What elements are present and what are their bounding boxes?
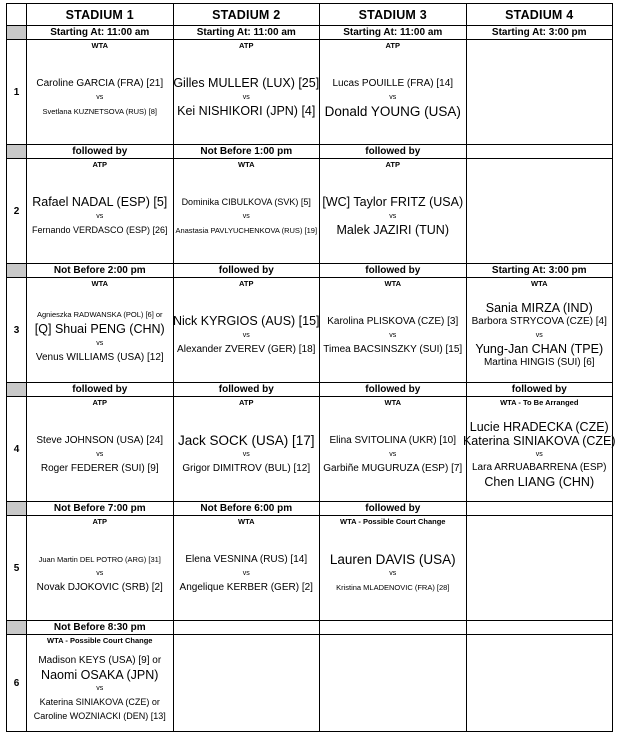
match-category: ATP bbox=[239, 41, 254, 50]
match-row-4 bbox=[7, 397, 613, 502]
stadium-4-header: STADIUM 4 bbox=[466, 4, 613, 26]
time-row-4 bbox=[7, 383, 613, 397]
match-category: WTA bbox=[384, 279, 402, 288]
match-category: ATP bbox=[92, 160, 107, 169]
player-2: Novak DJOKOVIC (SRB) [2] bbox=[36, 582, 163, 593]
start-time bbox=[466, 621, 613, 635]
match-cell bbox=[173, 159, 320, 264]
match-category: WTA bbox=[384, 398, 402, 407]
vs-label: vs bbox=[242, 570, 250, 577]
player-1: Lucas POUILLE (FRA) [14] bbox=[332, 78, 454, 89]
stadium-2-header: STADIUM 2 bbox=[173, 4, 320, 26]
player-2: Svetlana KUZNETSOVA (RUS) [8] bbox=[42, 107, 157, 116]
match-category: WTA - Possible Court Change bbox=[47, 636, 153, 645]
player-2-option-a: Katerina SINIAKOVA (CZE) or bbox=[39, 697, 160, 707]
match-category: ATP bbox=[385, 41, 400, 50]
player-2: Fernando VERDASCO (ESP) [26] bbox=[31, 225, 168, 235]
match-category: WTA bbox=[91, 279, 109, 288]
vs-label: vs bbox=[242, 94, 250, 101]
match-cell bbox=[27, 635, 174, 732]
start-time: Starting At: 11:00 am bbox=[173, 26, 320, 40]
match-cell bbox=[462, 397, 616, 502]
vs-label: vs bbox=[389, 213, 397, 220]
vs-label: vs bbox=[389, 332, 397, 339]
player-2: Alexander ZVEREV (GER) [18] bbox=[177, 344, 316, 355]
match-cell bbox=[27, 397, 174, 502]
match-category: ATP bbox=[385, 160, 400, 169]
start-time bbox=[466, 145, 613, 159]
row-marker bbox=[7, 264, 27, 278]
empty-match-cell bbox=[466, 516, 613, 621]
time-row-2 bbox=[7, 145, 613, 159]
row-marker bbox=[7, 383, 27, 397]
match-cell bbox=[27, 40, 174, 145]
start-time: Not Before 6:00 pm bbox=[173, 502, 320, 516]
start-time bbox=[466, 502, 613, 516]
match-number: 2 bbox=[7, 159, 27, 264]
row-marker bbox=[7, 621, 27, 635]
vs-label: vs bbox=[535, 451, 543, 458]
stadium-1-header: STADIUM 1 bbox=[27, 4, 174, 26]
vs-label: vs bbox=[389, 451, 397, 458]
match-row-5 bbox=[7, 516, 613, 621]
time-row-3 bbox=[7, 264, 613, 278]
vs-label: vs bbox=[96, 451, 104, 458]
empty-match-cell bbox=[320, 635, 467, 732]
empty-match-cell bbox=[466, 159, 613, 264]
player-1: Elena VESNINA (RUS) [14] bbox=[185, 554, 308, 565]
player-1: Steve JOHNSON (USA) [24] bbox=[36, 435, 164, 446]
start-time: followed by bbox=[466, 383, 613, 397]
player-2-b: Chen LIANG (CHN) bbox=[484, 475, 595, 489]
match-category: WTA - Possible Court Change bbox=[340, 517, 446, 526]
vs-label: vs bbox=[242, 451, 250, 458]
start-time: Starting At: 11:00 am bbox=[320, 26, 467, 40]
vs-label: vs bbox=[242, 332, 250, 339]
match-cell bbox=[320, 397, 467, 502]
player-1-option-a: Madison KEYS (USA) [9] or bbox=[38, 655, 162, 666]
start-time: Starting At: 3:00 pm bbox=[466, 264, 613, 278]
start-time: followed by bbox=[27, 145, 174, 159]
player-1-b: Katerina SINIAKOVA (CZE) bbox=[462, 434, 616, 448]
match-number: 6 bbox=[7, 635, 27, 732]
player-2: Donald YOUNG (USA) bbox=[324, 104, 461, 119]
start-time: followed by bbox=[320, 145, 467, 159]
start-time: followed by bbox=[320, 383, 467, 397]
player-2: Grigor DIMITROV (BUL) [12] bbox=[182, 463, 311, 474]
empty-match-cell bbox=[466, 635, 613, 732]
player-1: Jack SOCK (USA) [17] bbox=[177, 433, 315, 448]
match-category: ATP bbox=[239, 279, 254, 288]
player-2: Kristina MLADENOVIC (FRA) [28] bbox=[336, 583, 450, 592]
vs-label: vs bbox=[96, 339, 104, 347]
player-1: Juan Martin DEL POTRO (ARG) [31] bbox=[38, 555, 161, 564]
match-cell bbox=[173, 278, 320, 383]
order-of-play-table bbox=[6, 3, 616, 732]
match-cell bbox=[466, 278, 613, 383]
start-time: Not Before 2:00 pm bbox=[27, 264, 174, 278]
vs-label: vs bbox=[96, 213, 104, 220]
start-time: followed by bbox=[320, 264, 467, 278]
match-cell bbox=[320, 278, 467, 383]
match-row-1 bbox=[7, 40, 613, 145]
player-1: Gilles MULLER (LUX) [25] bbox=[173, 76, 320, 90]
stadium-3-header: STADIUM 3 bbox=[320, 4, 467, 26]
vs-label: vs bbox=[96, 685, 104, 692]
match-cell bbox=[320, 159, 467, 264]
player-1: Rafael NADAL (ESP) [5] bbox=[32, 195, 168, 209]
player-2-a: Lara ARRUABARRENA (ESP) bbox=[472, 462, 607, 473]
player-1: Caroline GARCIA (FRA) [21] bbox=[36, 78, 164, 89]
start-time: Not Before 7:00 pm bbox=[27, 502, 174, 516]
player-2: Anastasia PAVLYUCHENKOVA (RUS) [19] bbox=[175, 226, 318, 235]
match-cell bbox=[173, 397, 320, 502]
player-2: Angelique KERBER (GER) [2] bbox=[179, 582, 313, 593]
match-row-2 bbox=[7, 159, 613, 264]
player-2: Roger FEDERER (SUI) [9] bbox=[40, 463, 159, 474]
start-time: Not Before 8:30 pm bbox=[27, 621, 174, 635]
player-1-a: Sania MIRZA (IND) bbox=[485, 301, 593, 315]
match-category: WTA bbox=[91, 41, 109, 50]
match-category: ATP bbox=[92, 398, 107, 407]
start-time: followed by bbox=[173, 383, 320, 397]
match-number: 1 bbox=[7, 40, 27, 145]
player-1: Karolina PLISKOVA (CZE) [3] bbox=[327, 316, 459, 327]
match-category: ATP bbox=[239, 398, 254, 407]
match-category: WTA - To Be Arranged bbox=[500, 398, 579, 407]
player-2: Timea BACSINSZKY (SUI) [15] bbox=[323, 344, 463, 355]
match-cell bbox=[27, 516, 174, 621]
start-time: followed by bbox=[27, 383, 174, 397]
start-time: Not Before 1:00 pm bbox=[173, 145, 320, 159]
vs-label: vs bbox=[535, 332, 543, 339]
match-cell bbox=[173, 516, 320, 621]
player-1: [WC] Taylor FRITZ (USA) bbox=[322, 195, 464, 209]
start-time: followed by bbox=[320, 502, 467, 516]
player-1-a: Lucie HRADECKA (CZE) bbox=[469, 420, 609, 434]
player-1-b: Barbora STRYCOVA (CZE) [4] bbox=[471, 316, 607, 327]
match-category: ATP bbox=[92, 517, 107, 526]
player-1-option-b: [Q] Shuai PENG (CHN) bbox=[34, 321, 165, 336]
match-cell bbox=[320, 40, 467, 145]
player-1: Elina SVITOLINA (UKR) [10] bbox=[329, 435, 457, 446]
start-time: Starting At: 11:00 am bbox=[27, 26, 174, 40]
match-cell bbox=[173, 40, 320, 145]
match-row-6 bbox=[7, 635, 613, 732]
start-time: Starting At: 3:00 pm bbox=[466, 26, 613, 40]
time-row-1 bbox=[7, 26, 613, 40]
player-2: Malek JAZIRI (TUN) bbox=[336, 223, 449, 237]
match-number: 4 bbox=[7, 397, 27, 502]
start-time bbox=[173, 621, 320, 635]
player-2-b: Martina HINGIS (SUI) [6] bbox=[483, 357, 595, 368]
player-2-option-b: Caroline WOZNIACKI (DEN) [13] bbox=[33, 711, 166, 721]
time-row-5 bbox=[7, 502, 613, 516]
row-marker bbox=[7, 502, 27, 516]
stadium-header-row bbox=[7, 4, 613, 26]
match-category: WTA bbox=[237, 160, 255, 169]
match-row-3 bbox=[7, 278, 613, 383]
match-cell bbox=[320, 516, 467, 621]
start-time bbox=[320, 621, 467, 635]
player-2: Garbiñe MUGURUZA (ESP) [7] bbox=[323, 463, 463, 474]
vs-label: vs bbox=[389, 94, 397, 101]
player-1: Nick KYRGIOS (AUS) [15] bbox=[172, 314, 320, 328]
vs-label: vs bbox=[96, 570, 104, 577]
empty-match-cell bbox=[466, 40, 613, 145]
vs-label: vs bbox=[96, 94, 104, 101]
header-corner bbox=[7, 4, 27, 26]
row-marker bbox=[7, 145, 27, 159]
start-time: followed by bbox=[173, 264, 320, 278]
vs-label: vs bbox=[242, 213, 250, 220]
match-category: WTA bbox=[530, 279, 548, 288]
match-number: 3 bbox=[7, 278, 27, 383]
vs-label: vs bbox=[389, 570, 397, 577]
time-row-6 bbox=[7, 621, 613, 635]
player-1: Lauren DAVIS (USA) bbox=[329, 552, 456, 567]
match-category: WTA bbox=[237, 517, 255, 526]
row-marker bbox=[7, 26, 27, 40]
empty-match-cell bbox=[173, 635, 320, 732]
player-2-a: Yung-Jan CHAN (TPE) bbox=[475, 342, 604, 356]
match-cell bbox=[27, 278, 174, 383]
match-number: 5 bbox=[7, 516, 27, 621]
player-1-option-a: Agnieszka RADWANSKA (POL) [6] or bbox=[36, 309, 163, 319]
player-2: Kei NISHIKORI (JPN) [4] bbox=[177, 104, 316, 118]
player-2: Venus WILLIAMS (USA) [12] bbox=[35, 351, 164, 363]
player-1: Dominika CIBULKOVA (SVK) [5] bbox=[181, 197, 311, 207]
player-1-option-b: Naomi OSAKA (JPN) bbox=[41, 668, 159, 682]
match-cell bbox=[27, 159, 174, 264]
